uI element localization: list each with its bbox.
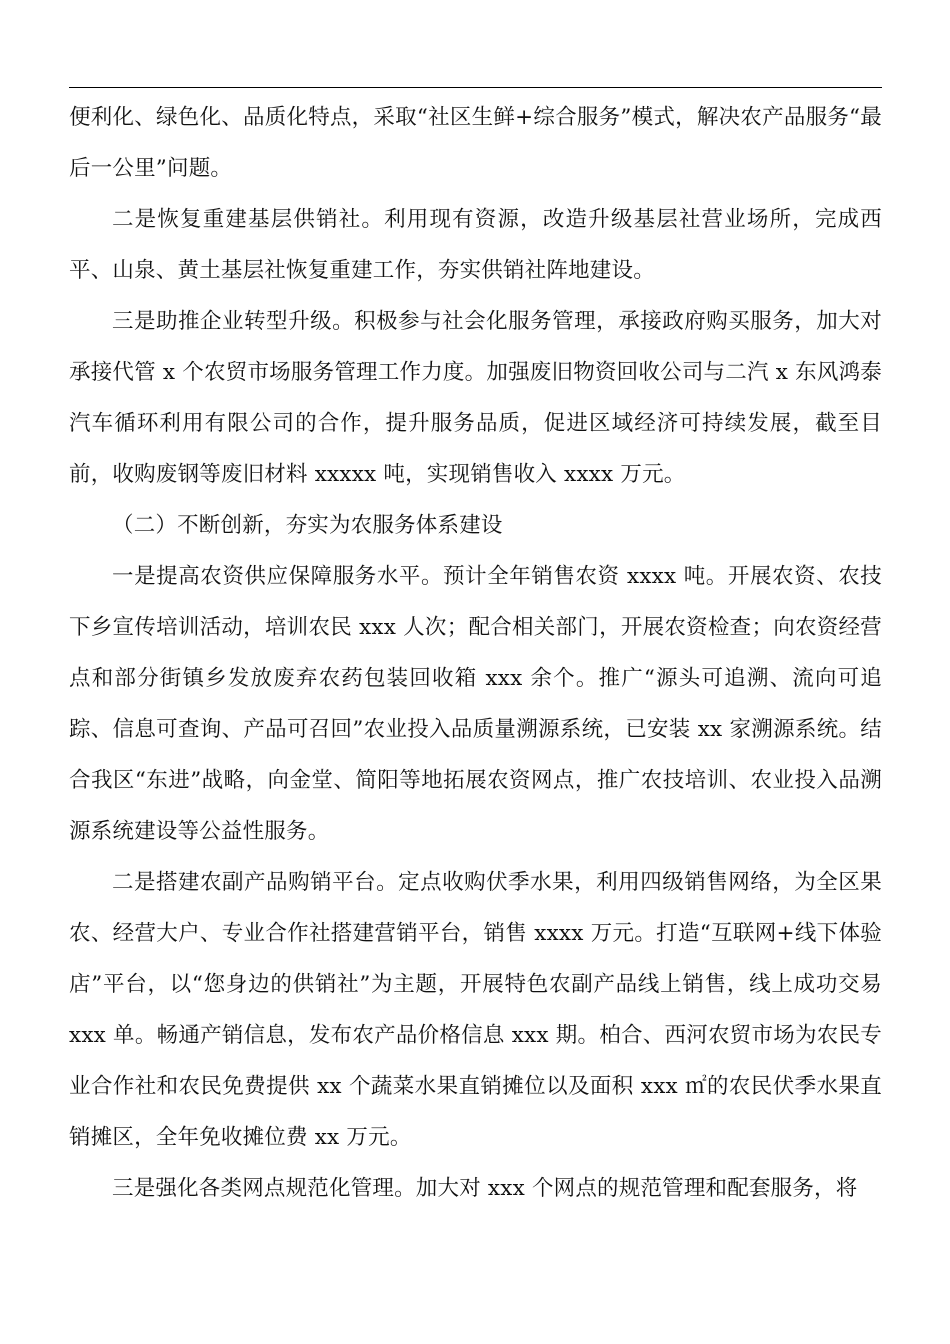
paragraph-enterprise-transformation: 三是助推企业转型升级。积极参与社会化服务管理，承接政府购买服务，加大对承接代管 x 个农贸市场服务管理工作力度。加强废旧物资回收公司与二汽 x 东风鸿泰汽车循环利用有限公司的合作，提升服务品质，促进区域经济可持续发展，截至目前，收购废钢等废旧材料 xxxxx 吨，实现销售收入 xxxx 万元。 (69, 309, 882, 487)
paragraph-continuation: 便利化、绿色化、品质化特点，采取“社区生鲜+综合服务”模式，解决农产品服务“最后一公里”问题。 (69, 105, 882, 181)
section-heading-2: （二）不断创新，夯实为农服务体系建设 (112, 513, 503, 538)
header-rule (69, 87, 882, 88)
document-body (69, 92, 882, 1214)
paragraph-rebuild-grassroots-coops: 二是恢复重建基层供销社。利用现有资源，改造升级基层社营业场所，完成西平、山泉、黄土基层社恢复重建工作，夯实供销社阵地建设。 (69, 207, 882, 283)
paragraph-agri-product-platform: 二是搭建农副产品购销平台。定点收购伏季水果，利用四级销售网络，为全区果农、经营大户、专业合作社搭建营销平台，销售 xxxx 万元。打造“互联网+线下体验店”平台，以“您身边的供销社”为主题，开展特色农副产品线上销售，线上成功交易 xxx 单。畅通产销信息，发布农产品价格信息 xxx 期。柏合、西河农贸市场为农民专业合作社和农民免费提供 xx 个蔬菜水果直销摊位以及面积 xxx ㎡的农民伏季水果直销摊区，全年免收摊位费 xx 万元。 (69, 870, 882, 1150)
paragraph-agri-supply-service: 一是提高农资供应保障服务水平。预计全年销售农资 xxxx 吨。开展农资、农技下乡宣传培训活动，培训农民 xxx 人次；配合相关部门，开展农资检查；向农资经营点和部分街镇乡发放废弃农药包装回收箱 xxx 余个。推广“源头可追溯、流向可追踪、信息可查询、产品可召回”农业投入品质量溯源系统，已安装 xx 家溯源系统。结合我区“东进”战略，向金堂、简阳等地拓展农资网点，推广农技培训、农业投入品溯源系统建设等公益性服务。 (69, 564, 882, 844)
paragraph-outlet-management: 三是强化各类网点规范化管理。加大对 xxx 个网点的规范管理和配套服务，将 (112, 1176, 858, 1201)
